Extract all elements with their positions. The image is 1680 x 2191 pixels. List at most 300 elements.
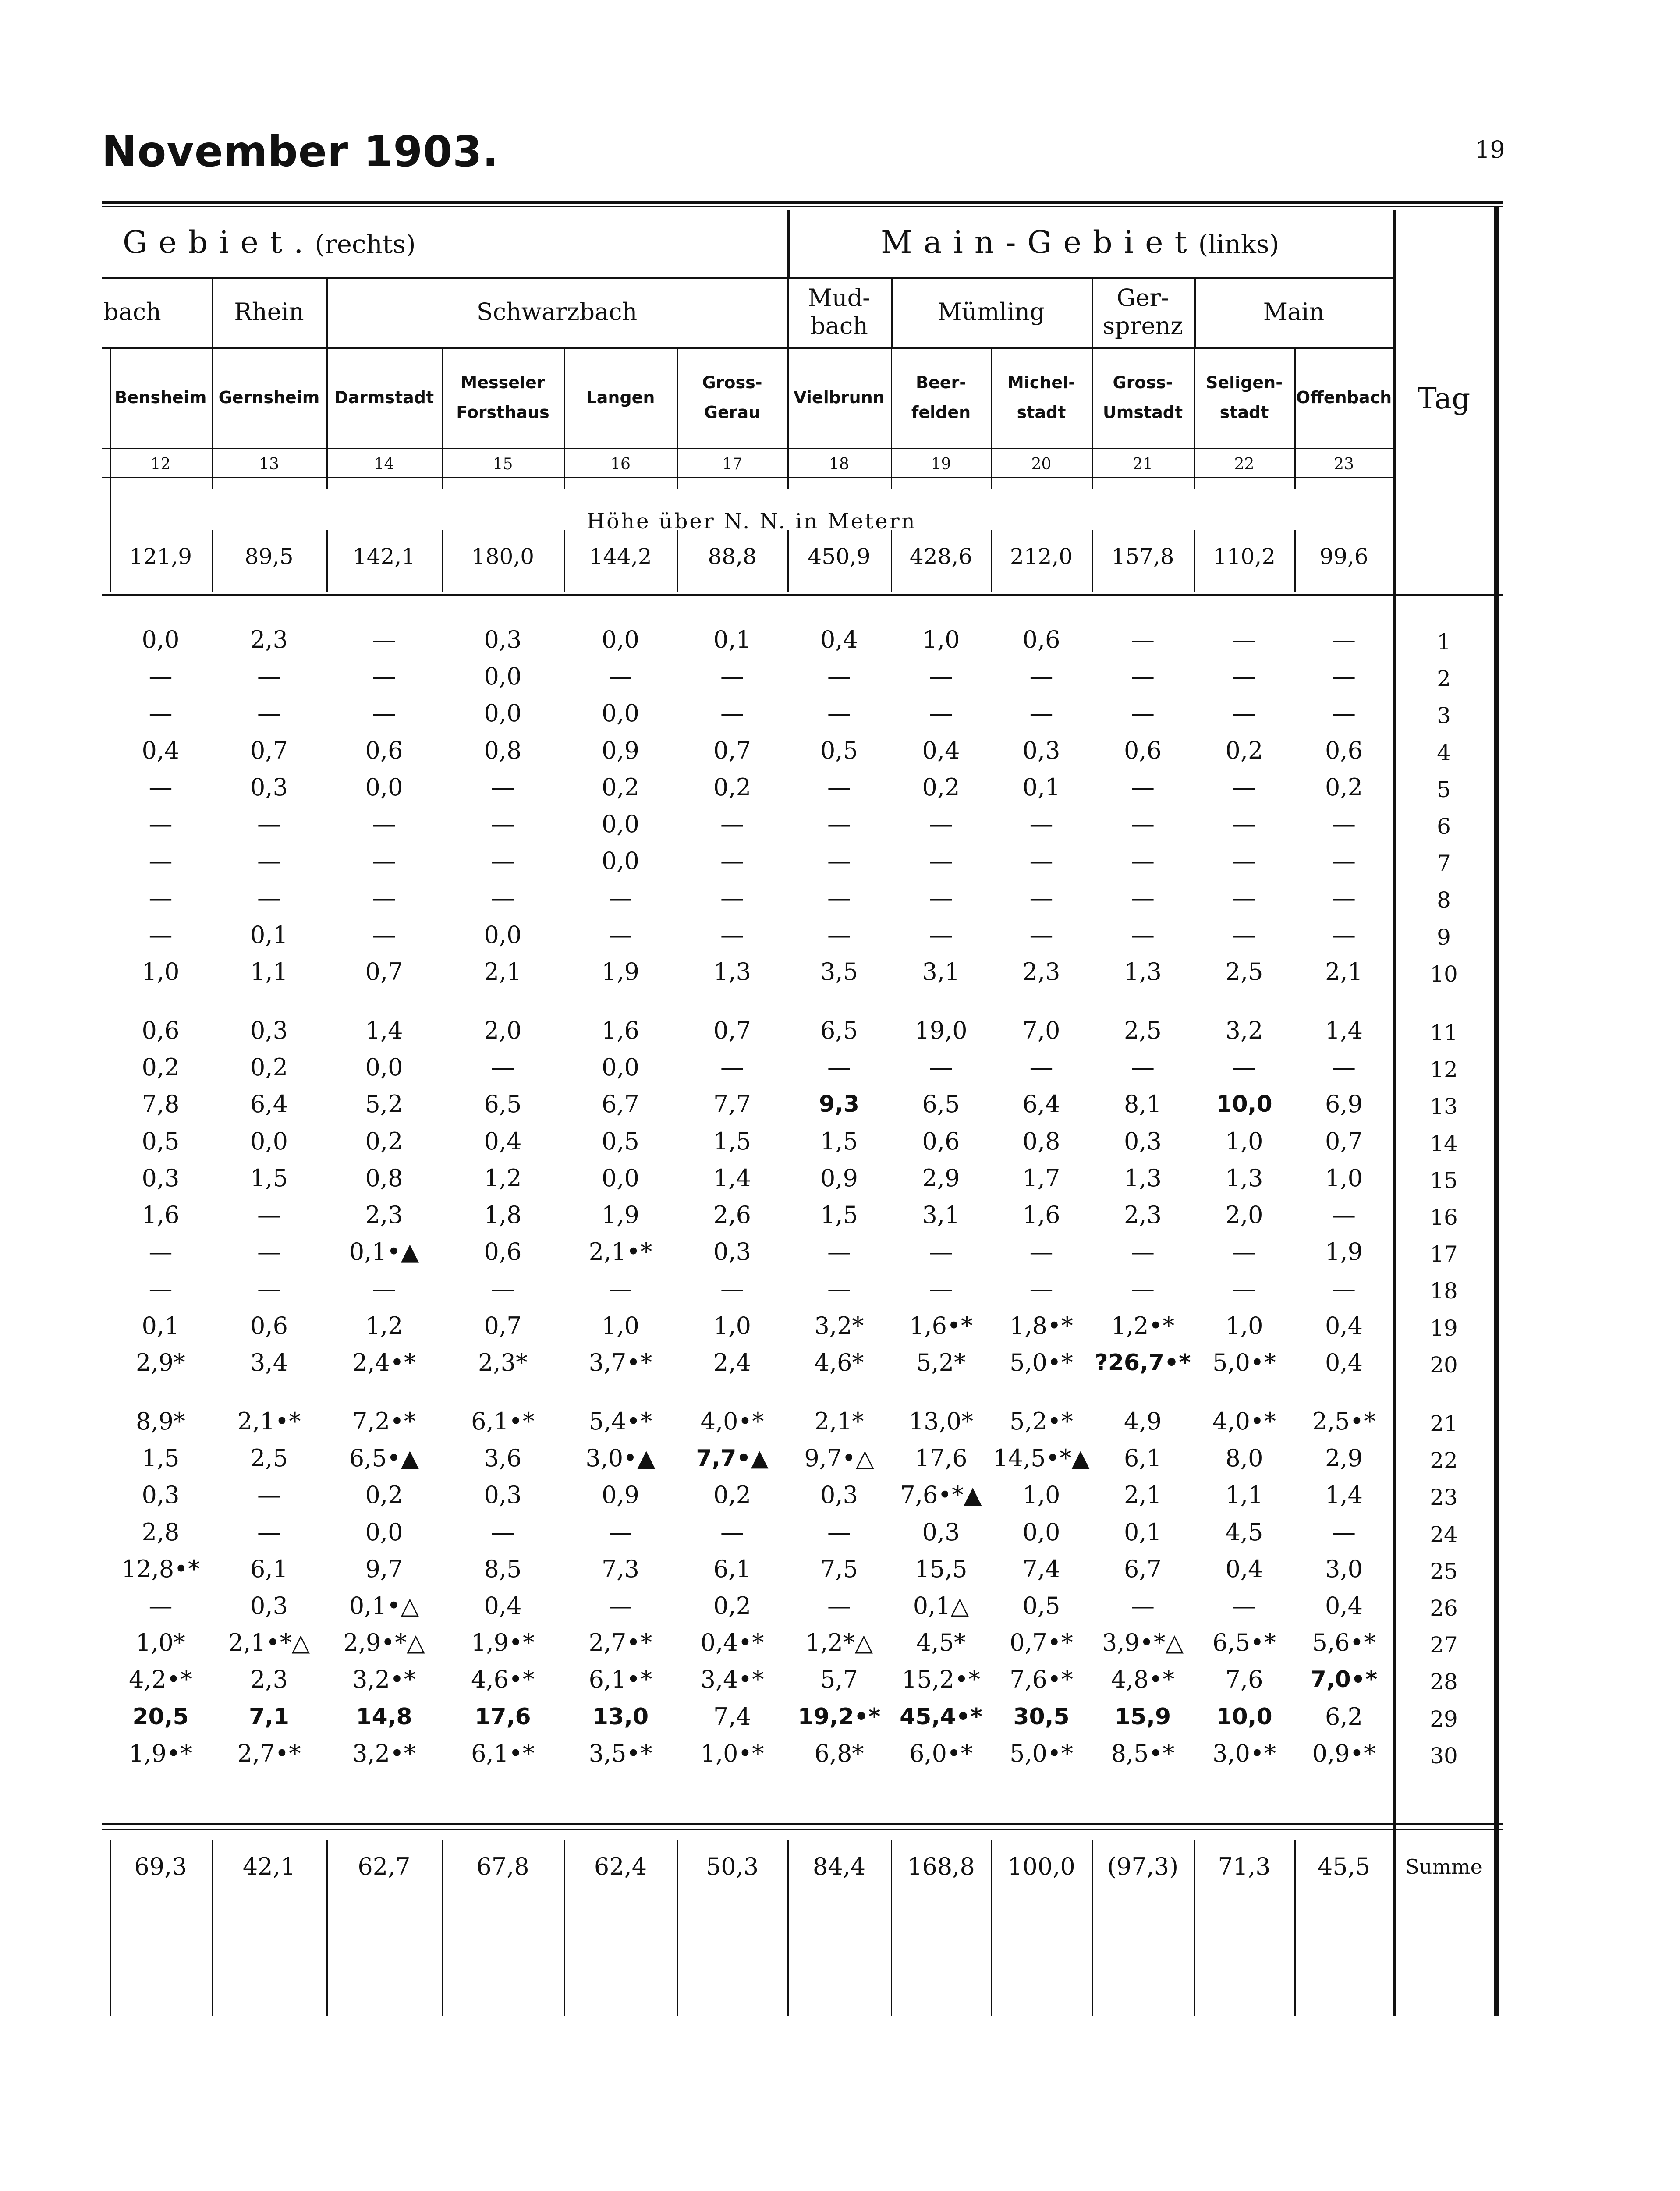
precip-value: — [1232,1053,1256,1081]
precip-value: 4,2•* [129,1666,192,1694]
precip-value: — [1232,663,1256,691]
precip-value: 0,0 [484,921,522,949]
precip-value: 6,4 [1022,1090,1060,1118]
precip-value: 2,1 [1124,1481,1162,1509]
precip-value: — [827,699,851,727]
station-number: 19 [931,455,951,473]
precip-value: 2,5 [1124,1017,1162,1044]
precip-value: — [372,847,396,875]
river-rhein: Rhein [234,298,304,326]
precip-value: — [1131,1053,1155,1081]
river-mudbach-line: Mud- [808,284,871,312]
precip-value: — [720,1053,744,1081]
precip-value: — [1332,663,1356,691]
precip-value: 0,9 [602,736,639,764]
precip-value: 6,4 [250,1090,288,1118]
precip-value: 1,2 [365,1312,403,1340]
body-top-rule [102,594,1503,596]
precip-value: 4,5* [916,1629,966,1657]
precip-value: 1,0 [602,1312,639,1340]
precip-value: 0,2 [365,1127,403,1155]
precip-value: 7,6•* [1010,1666,1073,1694]
precip-value: — [720,884,744,912]
precip-value: 6,5•▲ [349,1444,419,1472]
station-number: 16 [610,455,631,473]
precip-value: 0,0 [250,1127,288,1155]
station-name [1194,351,1294,443]
day-number: 10 [1430,961,1458,987]
precip-value: — [372,810,396,838]
precip-value: 2,6 [713,1201,751,1229]
precip-value: 3,1 [922,1201,960,1229]
day-number: 20 [1430,1352,1458,1378]
precip-value: — [609,884,632,912]
precip-value: 0,2 [713,1481,751,1509]
precip-value: 2,7•* [588,1629,652,1657]
station-rule [102,448,1393,449]
precip-value: 0,0 [602,1053,639,1081]
station-number: 20 [1031,455,1052,473]
precip-value: 0,4 [1225,1555,1263,1583]
precip-value: 1,0 [713,1312,751,1340]
station-elevation: 180,0 [471,544,535,569]
station-name [787,351,891,443]
precip-value: 5,6•* [1312,1629,1376,1657]
precip-value: — [1131,847,1155,875]
precip-value: 0,0 [365,773,403,801]
station-name-line: Vielbrunn [794,388,885,407]
station-elevation: 144,2 [589,544,652,569]
precip-value: — [1232,1592,1256,1620]
precip-value: — [1332,884,1356,912]
precip-value: 2,0 [1225,1201,1263,1229]
station-name [442,351,564,443]
precip-value: 7,6•*▲ [900,1481,982,1509]
precip-value: — [1232,921,1256,949]
precip-value: 3,2 [1225,1017,1263,1044]
precip-value: — [1232,847,1256,875]
river-gersprenz-line: sprenz [1102,312,1183,340]
precip-value: — [827,847,851,875]
precip-value: 0,4 [484,1127,522,1155]
precip-value: 0,4 [484,1592,522,1620]
precip-value: — [257,810,281,838]
precip-value: 5,0•* [1010,1739,1073,1767]
precip-value: — [372,1275,396,1303]
precip-value: 0,4 [922,736,960,764]
day-number: 11 [1430,1020,1458,1046]
precip-value: 0,3 [142,1481,180,1509]
region-divider [787,210,790,277]
precip-value: 2,5•* [1312,1407,1376,1435]
station-name [991,351,1092,443]
table-right-rule [1494,206,1499,2016]
station-name-line: Offenbach [1296,388,1392,407]
precip-value: 20,5 [132,1703,189,1730]
day-number: 17 [1430,1241,1458,1267]
precip-value: 1,2 [484,1164,522,1192]
precip-value: — [1029,810,1053,838]
station-name-line: Forsthaus [456,403,549,422]
day-number: 26 [1430,1595,1458,1621]
precip-value: — [149,810,173,838]
precip-value: 3,0 [1325,1555,1363,1583]
precip-value: 1,8•* [1010,1312,1073,1340]
precip-value: 3,9•*△ [1102,1629,1184,1657]
precip-value: 0,6 [922,1127,960,1155]
station-name-line: Gerau [704,403,761,422]
precip-value: 0,2 [250,1053,288,1081]
river-rule [102,347,1393,349]
precip-value: 9,3 [819,1091,860,1118]
precip-value: 0,4 [820,626,858,653]
station-name [564,351,677,443]
precip-value: — [1232,699,1256,727]
precip-value: 5,2 [365,1090,403,1118]
summe-label: Summe [1405,1855,1482,1879]
day-number: 8 [1437,887,1451,913]
station-name-line: Gross- [702,373,762,392]
precip-value: 0,3 [250,1592,288,1620]
river-gersprenz-line: Ger- [1116,284,1169,312]
precip-value: 3,5 [820,957,858,986]
precip-value: — [257,847,281,875]
precip-value: — [1131,810,1155,838]
station-elevation: 428,6 [909,544,973,569]
precip-value: — [827,921,851,949]
precip-value: 0,2 [1325,773,1363,801]
precip-value: — [257,1481,281,1509]
river-bach: bach [103,298,161,326]
precip-value: — [1332,810,1356,838]
precip-value: 6,2 [1325,1702,1363,1730]
station-name-line: Gross- [1113,373,1173,392]
precip-value: 1,3 [1225,1164,1263,1192]
precip-value: — [1029,663,1053,691]
precip-value: 1,0* [136,1629,185,1657]
precip-value: 3,5•* [588,1739,652,1767]
precip-value: — [1332,699,1356,727]
precip-value: 1,4 [1325,1017,1363,1044]
day-number: 22 [1430,1448,1458,1474]
precip-value: — [929,810,953,838]
precip-value: 0,1•▲ [349,1238,419,1266]
precip-value: 7,3 [602,1555,639,1583]
precip-value: 4,0•* [700,1407,764,1435]
precip-value: 0,4 [1325,1312,1363,1340]
precip-value: 0,5 [820,736,858,764]
precip-value: 0,7 [713,736,751,764]
precip-value: 0,4 [142,736,180,764]
precip-value: 0,6 [484,1238,522,1266]
station-number: 17 [722,455,742,473]
station-elevation: 99,6 [1319,544,1368,569]
precip-value: 6,1•* [588,1666,652,1694]
day-number: 3 [1437,703,1451,729]
monthly-sum: (97,3) [1107,1853,1179,1880]
precip-value: 0,8 [365,1164,403,1192]
precip-value: — [1131,921,1155,949]
precip-value: 6,1 [1124,1444,1162,1472]
station-name-line: Michel- [1007,373,1075,392]
station-name-line: Bensheim [114,388,207,407]
day-number: 4 [1437,740,1451,766]
station-name [677,351,787,443]
precip-value: 0,1 [142,1312,180,1340]
precip-value: — [1332,1201,1356,1229]
region-rule [102,277,1393,279]
precip-value: 7,5 [820,1555,858,1583]
precip-value: — [491,847,515,875]
precip-value: 14,8 [356,1703,412,1730]
day-number: 13 [1430,1094,1458,1120]
precip-value: 1,0 [1225,1312,1263,1340]
precip-value: 0,2 [922,773,960,801]
precip-value: 0,3 [922,1518,960,1546]
station-name [212,351,326,443]
precip-value: — [257,663,281,691]
day-number: 1 [1437,629,1451,655]
precip-value: — [929,699,953,727]
precip-value: — [1232,773,1256,801]
day-number: 15 [1430,1167,1458,1193]
precip-value: 1,0•* [700,1739,764,1767]
precip-value: 6,9 [1325,1090,1363,1118]
precip-value: 0,4 [1325,1348,1363,1376]
station-name-line: Seligen- [1206,373,1283,392]
region-right-note: (rechts) [315,229,416,259]
precip-value: 1,9•* [471,1629,535,1657]
precip-value: 1,9•* [129,1739,192,1767]
precip-value: — [929,847,953,875]
precip-value: 1,5 [142,1444,180,1472]
precip-value: — [1131,1238,1155,1266]
station-name-line: Darmstadt [334,388,434,407]
precip-value: 0,6 [142,1017,180,1044]
day-number: 6 [1437,814,1451,839]
precip-value: 2,1 [484,957,522,986]
precip-value: 10,0 [1216,1703,1272,1730]
precip-value: — [1029,1275,1053,1303]
precip-value: 0,7 [713,1017,751,1044]
river-schwarzbach: Schwarzbach [476,298,638,326]
precip-value: 0,1 [250,921,288,949]
precip-value: 0,9 [820,1164,858,1192]
station-number: 12 [150,455,171,473]
precip-value: — [827,1275,851,1303]
day-number: 28 [1430,1669,1458,1695]
precip-value: 6,5 [820,1017,858,1044]
day-number: 23 [1430,1485,1458,1510]
precip-value: — [720,921,744,949]
monthly-sum: 42,1 [242,1853,296,1880]
precip-value: 0,0 [484,663,522,691]
precip-value: 5,0•* [1212,1348,1276,1376]
precip-value: — [929,884,953,912]
station-elevation: 88,8 [708,544,757,569]
monthly-sum: 69,3 [134,1853,187,1880]
precip-value: — [1332,1518,1356,1546]
precip-value: 2,1* [814,1407,864,1435]
day-number: 14 [1430,1131,1458,1156]
precip-value: 5,0•* [1010,1348,1073,1376]
table-top-rule-thin [102,206,1503,207]
precip-value: 6,1•* [471,1407,535,1435]
precip-value: 0,0 [602,626,639,653]
station-name [1092,351,1194,443]
precip-value: 2,5 [250,1444,288,1472]
precip-value: 0,0 [602,847,639,875]
precip-value: — [827,1053,851,1081]
precip-value: 13,0 [592,1703,649,1730]
station-elevation: 121,9 [129,544,192,569]
precip-value: 19,0 [914,1017,968,1044]
precip-value: 1,0 [1022,1481,1060,1509]
precip-value: 15,9 [1114,1703,1171,1730]
monthly-sum: 45,5 [1317,1853,1371,1880]
station-number: 15 [493,455,513,473]
day-number: 24 [1430,1521,1458,1547]
hoehe-label: Höhe über N. N. in Metern [586,509,917,534]
station-name [326,351,442,443]
precip-value: 2,9•*△ [343,1629,425,1657]
precip-value: 1,4 [1325,1481,1363,1509]
precip-value: 0,1△ [913,1592,969,1620]
precip-value: — [1131,773,1155,801]
precip-value: 5,4•* [588,1407,652,1435]
precip-value: 9,7 [365,1555,403,1583]
precip-value: 1,8 [484,1201,522,1229]
day-number: 12 [1430,1057,1458,1083]
precip-value: — [491,773,515,801]
precip-value: — [1131,1592,1155,1620]
precip-value: 2,3 [1124,1201,1162,1229]
elevation-divider [1393,530,1395,592]
tag-column-header: Tag [1417,382,1471,415]
precip-value: 3,6 [484,1444,522,1472]
precip-value: 2,3 [365,1201,403,1229]
precip-value: 1,5 [820,1127,858,1155]
precip-value: 1,1 [1225,1481,1263,1509]
precip-value: — [1029,699,1053,727]
precip-value: — [372,921,396,949]
precip-value: 5,2* [916,1348,966,1376]
precip-value: 0,1•△ [349,1592,419,1620]
precip-value: 6,8* [814,1739,864,1767]
precip-value: — [1332,921,1356,949]
precip-value: 1,6 [1022,1201,1060,1229]
precip-value: 1,4 [713,1164,751,1192]
precip-value: 2,1•*△ [228,1629,310,1657]
precip-value: 1,5 [713,1127,751,1155]
precip-value: 0,6 [1022,626,1060,653]
precip-value: 0,7•* [1010,1629,1073,1657]
precip-value: 1,0 [142,957,180,986]
precip-value: 2,9 [922,1164,960,1192]
precip-value: 0,3 [820,1481,858,1509]
day-number: 30 [1430,1743,1458,1769]
precip-value: 0,7 [365,957,403,986]
precip-value: — [720,699,744,727]
day-number: 25 [1430,1558,1458,1584]
precip-value: — [257,1238,281,1266]
precip-value: 0,3 [484,626,522,653]
day-number: 2 [1437,666,1451,692]
precip-value: — [827,1238,851,1266]
precip-value: — [1131,884,1155,912]
precip-value: 3,2•* [352,1739,416,1767]
station-elevation: 450,9 [808,544,871,569]
precip-value: 1,3 [1124,957,1162,986]
precip-value: — [1232,810,1256,838]
precip-value: — [149,921,173,949]
precip-value: 15,5 [914,1555,968,1583]
precip-value: 8,5 [484,1555,522,1583]
page-number: 19 [1475,136,1505,163]
precip-value: 2,4 [713,1348,751,1376]
precip-value: 4,9 [1124,1407,1162,1435]
precip-value: 0,7 [250,736,288,764]
precip-value: 7,4 [1022,1555,1060,1583]
precip-value: 0,0 [1022,1518,1060,1546]
precip-value: 0,2 [713,773,751,801]
monthly-sum: 50,3 [705,1853,759,1880]
precip-value: 0,2 [713,1592,751,1620]
precip-value: 2,1•* [588,1238,652,1266]
body-bottom-rule-thin [102,1829,1503,1830]
precip-value: — [827,663,851,691]
station-name-line: Umstadt [1102,403,1183,422]
precip-value: 0,6 [1124,736,1162,764]
precip-value: 3,1 [922,957,960,986]
body-bottom-rule [102,1823,1503,1825]
precip-value: 7,6 [1225,1666,1263,1694]
precip-value: 0,7 [484,1312,522,1340]
precip-value: — [149,773,173,801]
precip-value: 0,2 [602,773,639,801]
river-mudbach [787,286,891,338]
precip-value: — [1131,663,1155,691]
precip-value: — [720,663,744,691]
precip-value: 1,3 [1124,1164,1162,1192]
precip-value: 7,2•* [352,1407,416,1435]
station-number: 21 [1133,455,1153,473]
precip-value: — [149,1275,173,1303]
precip-value: 2,9 [1325,1444,1363,1472]
station-name-line: stadt [1219,403,1269,422]
precip-value: 4,6•* [471,1666,535,1694]
precip-value: 7,0 [1022,1017,1060,1044]
precip-value: — [609,921,632,949]
precip-value: 1,2*△ [805,1629,873,1657]
station-name-line: Beer- [915,373,967,392]
precip-value: 6,7 [602,1090,639,1118]
precip-value: 0,5 [142,1127,180,1155]
precip-value: — [1232,884,1256,912]
precip-value: 1,1 [250,957,288,986]
precip-value: — [491,810,515,838]
precip-value: — [1029,921,1053,949]
precip-value: 6,7 [1124,1555,1162,1583]
precip-value: 3,0•▲ [585,1444,656,1472]
precip-value: 8,9* [136,1407,185,1435]
precip-value: 0,8 [1022,1127,1060,1155]
precip-value: — [720,1275,744,1303]
precip-value: — [149,663,173,691]
precip-value: 0,0 [142,626,180,653]
station-number: 18 [829,455,849,473]
precip-value: 0,0 [365,1053,403,1081]
